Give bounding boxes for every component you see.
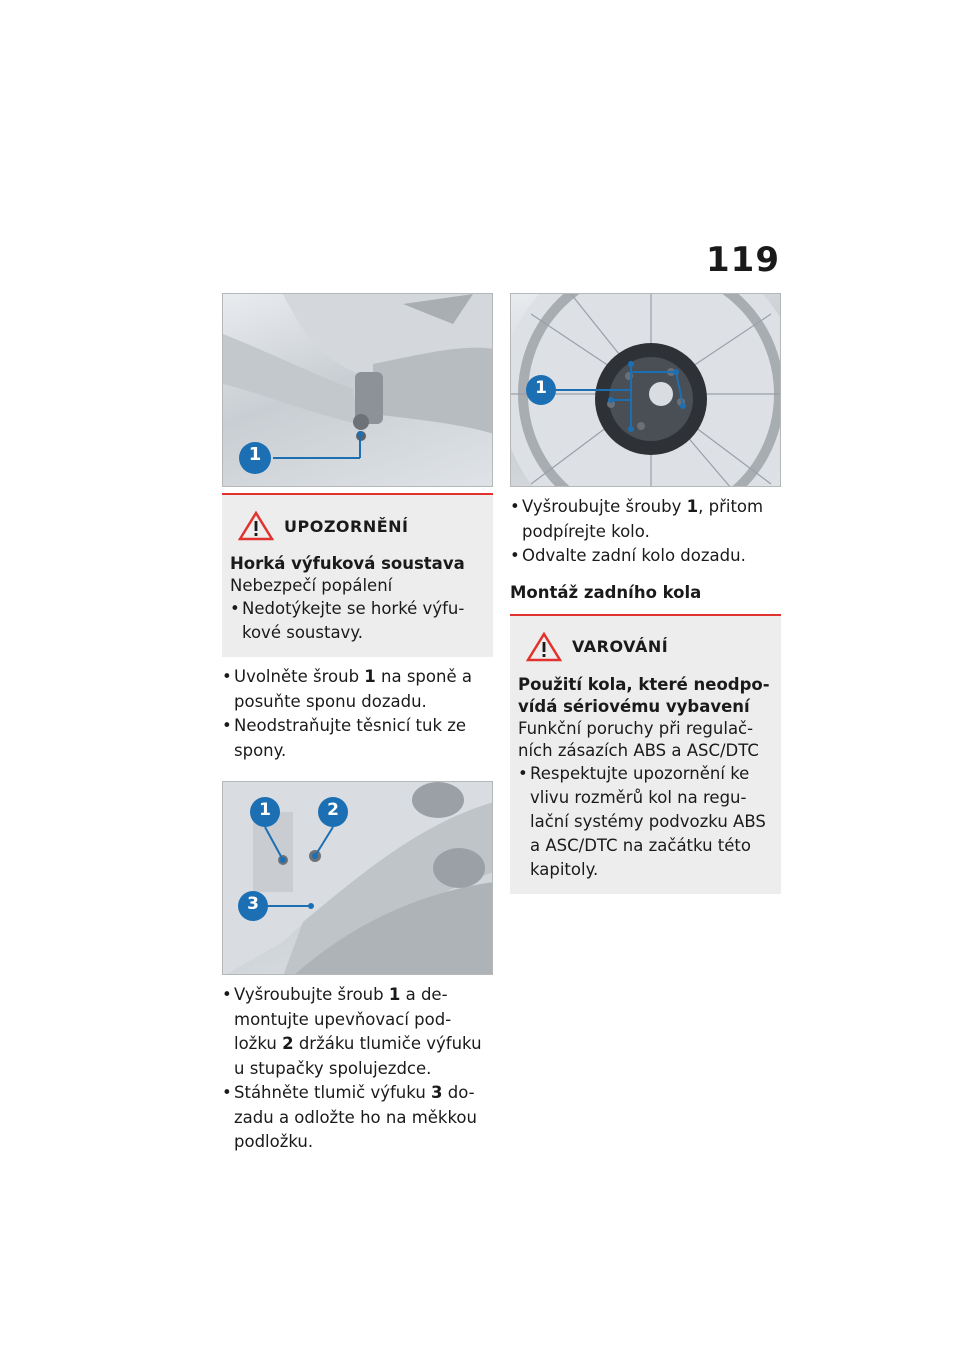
hot-exhaust-warning xyxy=(222,493,493,657)
left-column xyxy=(222,293,493,1155)
warning-text: Funkční poruchy při regulač-ních zásazích ABS a ASC/DTC xyxy=(518,718,759,760)
wheel-warning xyxy=(510,614,781,894)
page-number: 119 xyxy=(706,240,780,280)
warning-title: UPOZORNĚNÍ xyxy=(284,516,409,536)
right-column xyxy=(510,293,781,894)
list-item: • Vyšroubujte šroub 1 a de-montujte upevňovací pod-ložku 2 držáku tlumiče výfuku u stupačky spolujezdce. xyxy=(222,983,493,1081)
steps-list-2 xyxy=(222,983,493,1155)
list-item: • Odvalte zadní kolo dozadu. xyxy=(510,544,781,569)
exhaust-clamp-figure xyxy=(222,293,493,487)
callout-3: 3 xyxy=(247,894,259,914)
steps-list-3 xyxy=(510,495,781,569)
section-heading: Montáž zadního kola xyxy=(510,582,702,602)
callout-2: 2 xyxy=(327,800,339,820)
silencer-figure xyxy=(222,781,493,975)
list-item: • Vyšroubujte šrouby 1, přitom podpírejte kolo. xyxy=(510,495,781,544)
list-item: • Neodstraňujte těsnicí tuk ze spony. xyxy=(222,714,493,763)
callout-1: 1 xyxy=(535,378,547,398)
steps-list-1 xyxy=(222,665,493,763)
warning-item: • Respektujte upozornění ke vlivu rozměrů kol na regu-lační systémy podvozku ABS a ASC/DTC na začátku této kapitoly. xyxy=(518,762,773,882)
warning-subject: Použití kola, které neodpo-vídá sériovému vybavení xyxy=(518,674,770,716)
callout-1: 1 xyxy=(248,444,262,465)
warning-item: • Nedotýkejte se horké výfu-kové soustavy. xyxy=(230,597,485,645)
warning-title: VAROVÁNÍ xyxy=(572,637,669,656)
warning-text: Nebezpečí popálení xyxy=(230,576,393,595)
wheel-hub-figure xyxy=(510,293,781,487)
callout-1: 1 xyxy=(259,800,271,820)
warning-subject: Horká výfuková soustava xyxy=(230,554,465,573)
warning-triangle-icon xyxy=(238,511,274,541)
list-item: • Uvolněte šroub 1 na sponě a posuňte sponu dozadu. xyxy=(222,665,493,714)
warning-triangle-icon xyxy=(526,632,562,662)
list-item: • Stáhněte tlumič výfuku 3 do-zadu a odložte ho na měkkou podložku. xyxy=(222,1081,493,1155)
